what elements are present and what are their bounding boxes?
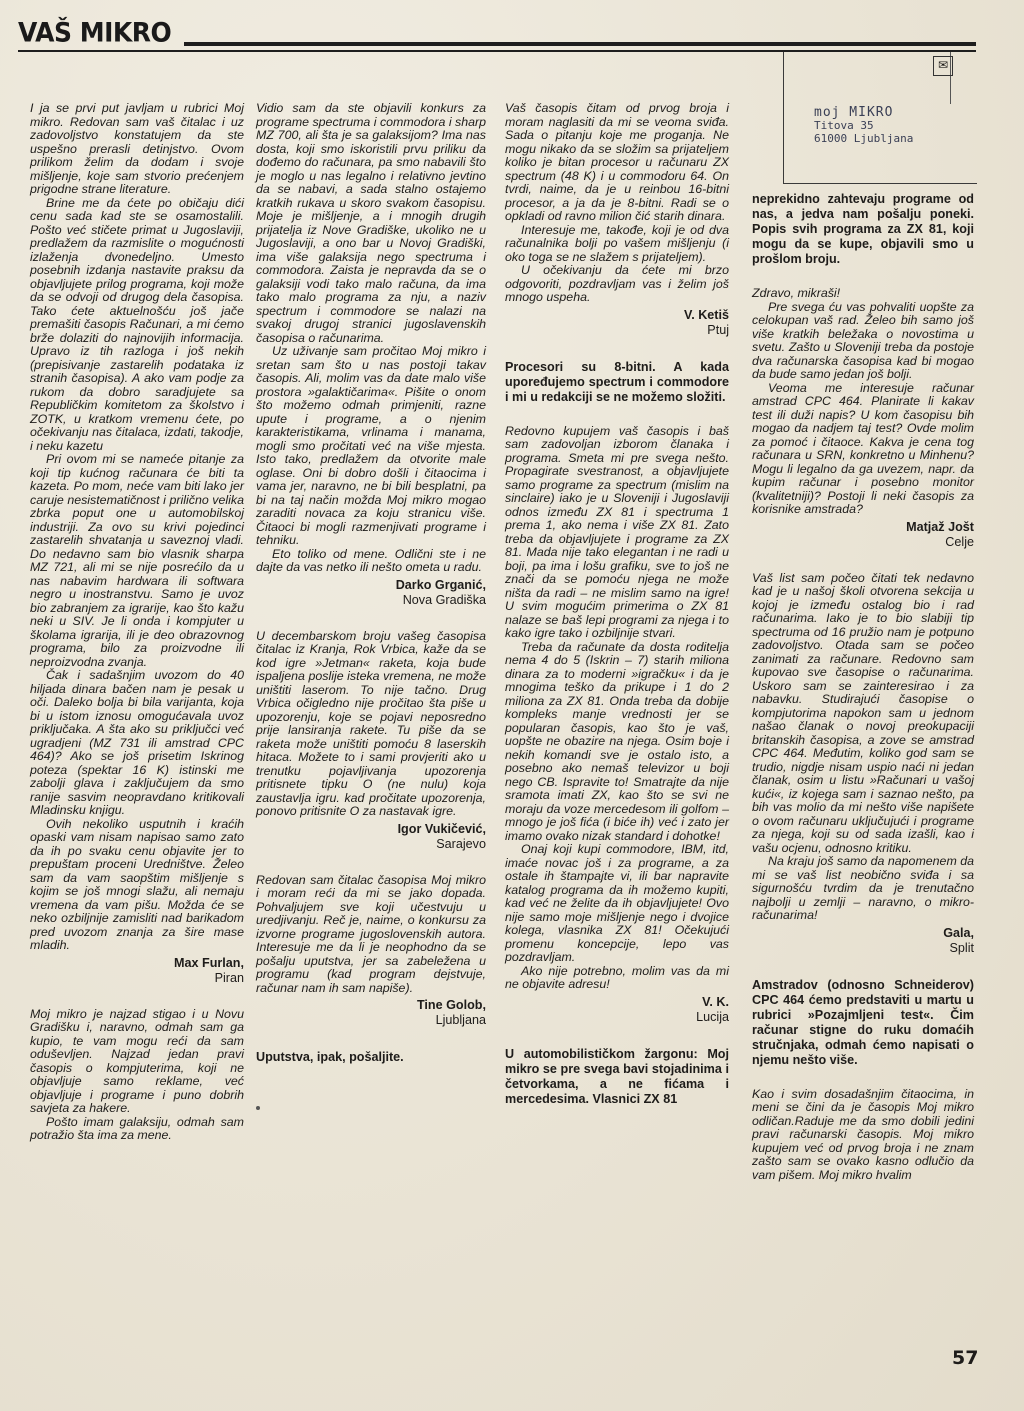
letter-location: Lucija <box>696 1009 729 1024</box>
letter-paragraph: Onaj koji kupi commodore, IBM, itd, imaće novac još i za programe, a za ostale ih štampajte vi, ili bar napravite katalog programa da ih možemo kupiti, kad već ne želite da ih objavljujete! Ovo nije samo moje mišljenje nego i dvojice kolega, vlasnika ZX 81! Očekujući promenu koncepcije, lepo vas pozdravljam. <box>505 842 729 964</box>
reader-letter <box>256 630 486 852</box>
editor-reply: U automobilističkom žargonu: Moj mikro se pre svega bavi stojadinima i četvorkama, a ne fićama i mercedesima. Vlasnici ZX 81 <box>505 1046 729 1106</box>
mailing-address <box>814 106 913 145</box>
address-line: 61000 Ljubljana <box>814 132 914 145</box>
address-line: Titova 35 <box>814 119 874 132</box>
reader-letter <box>256 874 486 1029</box>
letter-signature: V. K. <box>702 994 729 1009</box>
stamp-icon: ✉ <box>933 56 953 76</box>
reader-letter <box>256 102 486 608</box>
section-title: VAŠ MIKRO <box>18 17 172 48</box>
letter-paragraph: Veoma me interesuje računar amstrad CPC 464. Planirate li kakav test ili duži napis? U kom časopisu bih mogao da nadjem taj test? Ovde molim za pomoć i čitaoce. Kakva je cena tog računara u SRN, konkretno u Minhenu? Mogu li legalno da ga uvezem, napr. da kupim računar i posebno monitor (kvalitetniji)? Postoji li neki časopis za korisnike amstrada? <box>752 380 974 516</box>
letter-paragraph: Vaš list sam počeo čitati tek nedavno kad je u našoj školi otvorena sekcija u kojoj je između ostalog bio i rad računarima. Iako je to bio slabiji tip spectruma od 16 pružio nam je potpuno zadovoljstvo. Otada sam se počeo zanimati za računare. Redovno sam kupovao sve časopise o računarima. Uskoro sam se zainteresirao i za nabavku. Studirajući časopise o kompjutorima napokon sam u jednom našao članak o novoj preokupaciji britanskih časopisa, a zove se amstrad CPC 464. Međutim, koliko god sam se trudio, nigdje nisam uspio naći ni jedan članak, osim u listu »Računari u vašoj kući«, iz kojega sam i saznao nešto, pa bih vas molio da mi nešto više napišete o ovom računaru uključujući i programe za njega, koji su od sada izašli, kao i vašu ocjenu, odnosno kritiku. <box>752 570 974 855</box>
letter-paragraph: Uz uživanje sam pročitao Moj mikro i sretan sam što u nas postoji takav časopis. Ali, molim vas da date malo više prostora »galaktičarima«. Pišite o onom što možemo odmah primjeniti, razne upute i programe, a o njenim karakteristikama, vrlinama i manama, mogli smo pročitati već na više mjesta. Isto tako, predlažem da otvorite male oglase. Oni bi dobro došli i čitaocima i vama jer, naravno, ne bi bili besplatni, pa bi na taj način možda Moj mikro mogao zaraditi novaca za koju stranicu više. Čitaoci bi mogli razmenjivati programe i tehniku. <box>256 344 486 547</box>
letter-paragraph: Vaš časopis čitam od prvog broja i moram naglasiti da mi se veoma sviđa. Sada o pitanju koje me proganja. Ne mogu nikako da se složim sa prijateljem koliko je bitan procesor u računaru ZX spectrum (48 K) i u commodoru 64. On tvrdi, naime, da je u reinbou 16-bitni procesor, a ja da je 8-bitni. Radi se o opkladi od ravno milion čić starih dinara. <box>505 101 729 223</box>
reader-letter <box>752 1088 974 1183</box>
letter-paragraph: Pre svega ću vas pohvaliti uopšte za celokupan vaš rad. Želeo bih samo još više kratkih beležaka o novostima u svetu. Zašto u Sloveniji treba da postoje dva računarska časopisa kad bi mogao da bude samo jedan još bolji. <box>752 299 974 381</box>
letter-paragraph: Ovih nekoliko usputnih i kraćih opaski vam nisam napisao samo zato da ih po svaku cenu objavite jer to prepuštam proceni Uredništve. Želeo sam da vam saopštim mišljenje s kojim se još mnogi slažu, ali nemaju vremena da vam pišu. Možda će se neko ozbiljnije zamisliti nad barikadom pred uvozom znanja za šire mase mladih. <box>30 816 244 952</box>
letter-paragraph: Treba da računate da dosta roditelja nema 4 do 5 (Iskrin – 7) starih miliona dinara za to moderni »igračku« i da je mnogima teško da prikupe i 1 do 2 miliona za ZX 81. Onda treba da dobije kompleks manje vrednosti jer se popularan časopis, kao što je vaš, uopšte ne obazire na njega. Osim boje i nekih komandi sve je ostalo isto, a posebno ako nemaš televizor u boji nego CB. Ispravite to! Smatrajte da nije sramota imati ZX, kao što se svi ne moraju da voze mercedesom ili golfom – mnogo je još fića (i biće ih) već i zato jer imamo ovako nizak standard i dohotke! <box>505 639 729 843</box>
editor-reply: Uputstva, ipak, pošaljite. <box>256 1050 404 1064</box>
letter-paragraph: Kao i svim dosadašnjim čitaocima, in meni se čini da je časopis Moj mikro odličan.Raduje me da smo dobili jedini pravi računarski časopis. Moj mikro kupujem već od prvog broja i ne znam zašto sam se ovako kasno odlučio da vam pišem. Moj mikro hvalim <box>752 1086 974 1182</box>
letter-paragraph: Čak i sadašnjim uvozom do 40 hiljada dinara bačen nam je pesak u oči. Daleko bolja bi bila varijanta, koja bi u istom iznosu omogućavala uvoz priključaka. A šta ako su priključci već ugradjeni (MZ 731 ili amstrad CPC 464)? Ako se još prisetim Iskrinog poteza (spektar 16 K) istinski me zabolji glava i zaključujem da smo ranije sasvim neopravdano kritikovali Mladinsku knjigu. <box>30 668 244 817</box>
letter-signature: Matjaž Jošt <box>906 519 974 534</box>
text-column-3 <box>505 102 729 1127</box>
letter-paragraph: U očekivanju da ćete mi brzo odgovoriti, pozdravljam vas i želim još mnogo uspeha. <box>505 263 729 304</box>
letter-paragraph: Redovan sam čitalac časopisa Moj mikro i moram reći da mi se jako dopada. Pohvaljujem sve koji učestvuju u uredjivanju. Reč je, naime, o konkursu za izvorne programe jugoslovenskih autora. Interesuje me da li je neophodno da se pošalju uputstva, jer sa zabeležena u programu (kad program dejstvuje, računar nam ih sam napiše). <box>256 872 486 995</box>
letter-paragraph: Zdravo, mikraši! <box>752 286 841 300</box>
letter-location: Sarajevo <box>436 836 486 851</box>
address-line: moj MIKRO <box>814 105 894 120</box>
reader-letter <box>505 425 729 1025</box>
letter-signature: Igor Vukičević, <box>397 821 486 836</box>
letter-paragraph: U decembarskom broju vašeg časopisa čitalac iz Kranja, Rok Vrbica, kaže da se kod igre »Jetman« raketa, koja bude ispaljena poslije isteka vremena, ne može uništiti laserom. To nije tačno. Drug Vrbica očigledno nije pročitao šta piše u upozorenju, koje se pojavi neposredno prije lansiranja rakete. Tu piše da se raketa može uništiti pomoću 8 laserskih hitaca. Možete to i sami provjeriti ako u trenutku pojavljivanja upozorenja pritisnete tipku O (ne nulu) koja zaustavlja igru. kad pročitate upozorenja, ponovo pritisnite O za nastavak igre. <box>256 628 486 818</box>
letter-location: Celje <box>945 534 974 549</box>
letter-signature: V. Ketiš <box>683 307 729 322</box>
reader-letter <box>752 287 974 550</box>
editor-reply: Procesori su 8-bitni. A kada upoređujemo spectrum i commodore i mi u redakciji se ne možemo složiti. <box>505 359 729 404</box>
letter-location: Nova Gradiška <box>402 592 486 607</box>
letter-paragraph: Brine me da ćete po običaju dići cenu sada kad ste se osamostalili. Pošto već stičete primat u Jugoslaviji, predlažem da razmislite o mogućnosti izlaženja dvonedeljno. Umesto posebnih izdanja nastavite praksu da objavljujete prilog programa, koji može da se odvoji od drugog dela časopisa. Tako ćete aktuelnošću još jače premašiti časopis Računari, a mi ćemo brže dolaziti do najnovijih informacija. Upravo iz tih razloga i još nekih (prepisivanje zastarelih podataka iz stranih časopisa). A ako vam podje za rukom da dobro saradjujete sa Republičkim komitetom za školstvo i ZOTK, u kratkom vremenu ćete, po očekivanju nas čitalaca, izdati, takodje, i neku kazetu <box>30 195 244 453</box>
letter-signature: Darko Grganić, <box>395 577 486 592</box>
address-box <box>783 52 977 184</box>
reader-letter <box>752 572 974 956</box>
masthead <box>18 18 976 48</box>
letter-signature: Max Furlan, <box>174 955 244 970</box>
letter-paragraph: Moj mikro je najzad stigao i u Novu Gradišku i, naravno, odmah sam ga kupio, te vam mogu reći da sam oduševljen. Najzad jedan pravi časopis o kompjuterima, koji ne objavljuje samo reklame, već objavljuje i programe i puno dobrih savjeta za hakere. <box>30 1006 244 1115</box>
letter-paragraph: Eto toliko od mene. Odlični ste i ne dajte da vas netko ili nešto ometa u radu. <box>256 546 486 574</box>
reader-letter <box>505 102 729 338</box>
letter-paragraph: Pri ovom mi se nameće pitanje za koji tip kućnog računara će biti ta kazeta. Po mom, neće vam biti lako jer caruje nesistematičnost i prilično velika zbrka poput one u automobilskoj industriji. Za ovo su krivi pojedinci zastarelih shvatanja u saveznoj vladi. Do nedavno sam bio vlasnik sharpa MZ 721, ali mi se nije posrećilo da u nas nabavim hardwara ili softwara negro u inostranstvu. Samo je uvoz bio zabranjem za igrarije, kao što kažu neki u SIV. Je li onda i kompjuter u školama igrarija, ili je deo obrazovnog programa, bilo za proizvodne ili neproizvodna zvanja. <box>30 452 244 669</box>
letter-paragraph: Ako nije potrebno, molim vas da mi ne objavite adresu! <box>505 963 729 991</box>
reader-letter <box>30 102 244 986</box>
text-column-1 <box>30 102 244 1165</box>
letter-signature: Tine Golob, <box>416 998 486 1012</box>
reader-letter <box>30 1008 244 1143</box>
text-column-4 <box>752 192 974 1204</box>
letter-paragraph: Redovno kupujem vaš časopis i baš sam zadovoljan izborom članaka i programa. Smeta mi pre svega nešto. Propagirate svestranost, a objavljujete samo programe za spectrum (mislim na sinclaire) iako je u Sloveniji i Jugoslaviji odnos između ZX 81 i spectruma 1 prema 1, ako nema i više ZX 81. Zato treba da objavljujete i programe za ZX 81. Mada nije tako elegantan i ne radi u boji, pa ima i lošu grafiku, sve to još ne znači da se pomoću njega ne može ništa da radi – ne mislim samo na igre! U svim mogućim primerima o ZX 81 nalaze se baš lepi programi za njega i to kako igre tako i ozbiljnije stvari. <box>505 423 729 640</box>
letter-paragraph: Vidio sam da ste objavili konkurs za programe spectruma i commodora i sharp MZ 700, ali šta je sa galaksijom? Ima nas dosta, koji smo iskoristili prvu priliku da dođemo do računara, pa smo nabavili što je moglo u nas legalno i relativno jevtino da se nabavi, a sada stalno ostajemo kratkih rukava u skoro svakom časopisu. Moje je mišljenje, a i mnogih drugih prijatelja iz Nove Gradiške, ukoliko ne u Jugoslaviji, a ono bar u Novoj Gradiški, ima više galaksija nego spectruma i commodora. Zaista je nepravda da se o galaksiji vodi tako malo računa, da ima tako malo programa za nju, a naziv spectrum i commodore se nalazi na svakoj drugoj stranici jugoslavenskih časopisa o računarima. <box>256 101 487 345</box>
letter-signature: Gala, <box>943 925 974 940</box>
letter-paragraph: Interesuje me, takođe, koji je od dva računalnika bolji po vašem mišljenju (i oko toga se ne slažem s prijateljem). <box>505 222 729 264</box>
letter-location: Split <box>949 940 974 955</box>
page-number: 57 <box>952 1347 979 1369</box>
letter-paragraph: Na kraju još samo da napomenem da mi se vaš list neobično sviđa i sa sigurnošću tvrdim da je trenutačno najbolji u zemlji – naravno, o mikro-računarima! <box>752 854 974 922</box>
text-column-2 <box>256 102 486 1085</box>
ink-speck <box>256 1106 260 1110</box>
letter-location: Piran <box>214 970 244 985</box>
letter-location: Ljubljana <box>435 1013 486 1027</box>
letter-paragraph: Pošto imam galaksiju, odmah sam potražio šta ima za mene. <box>30 1114 244 1142</box>
masthead-rule <box>184 42 976 46</box>
letter-paragraph: I ja se prvi put javljam u rubrici Moj mikro. Redovan sam vaš čitalac i uz zadovoljstvo konstatujem da ste uspešno prerasli detinjstvo. Ovom prilikom želim da dodam i svoje mišljenje, koje sam stvorio prećenjem prigodne strane literature. <box>30 101 244 196</box>
letter-location: Ptuj <box>707 322 729 337</box>
editor-reply: neprekidno zahtevaju programe od nas, a jedva nam pošalju poneki. Popis svih programa za ZX 81, koji mogu da se kupe, objavili smo u prošlom broju. <box>752 192 974 266</box>
editor-reply: Amstradov (odnosno Schneiderov) CPC 464 ćemo predstaviti u martu u rubrici »Pozajmljeni test«. Čim računar stigne do ruku domaćih stručnjaka, odmah ćemo napisati o njemu nešto više. <box>752 977 974 1067</box>
